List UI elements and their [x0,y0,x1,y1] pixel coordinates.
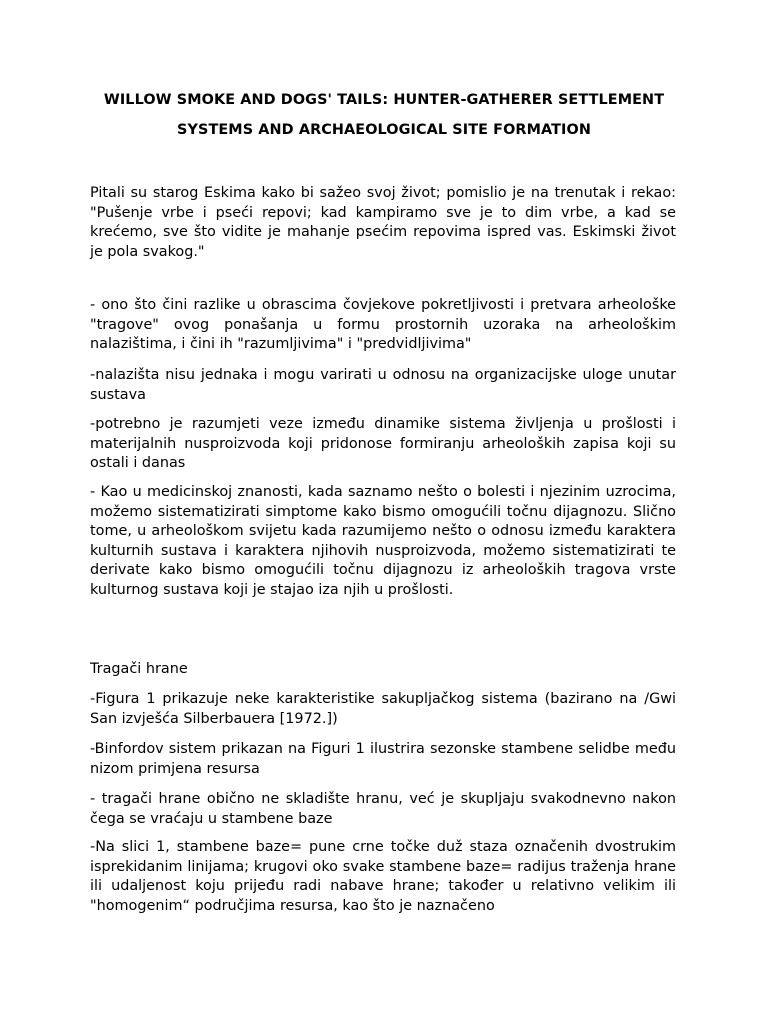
body-paragraph: - Kao u medicinskoj znanosti, kada saznamo nešto o bolesti i njezinim uzrocima, možemo sistematizirati simptome kako bismo omogućili točnu dijagnozu. Slično tome, u arheološkom svijetu kada razumijemo nešto o odnosu između karaktera kulturnih sustava i karaktera njihovih nusproizvoda, možemo sistematizirati te derivate kako bismo omogućili točnu dijagnozu iz arheoloških tragova vrste kulturnog sustava koji je stajao iza njih u prošlosti. [90,484,676,598]
body-paragraph: -nalazišta nisu jednaka i mogu varirati u odnosu na organizacijske uloge unutar sustava [90,367,676,403]
body-paragraph: - tragači hrane obično ne skladište hranu, već je skupljaju svakodnevno nakon čega se vraćaju u stambene baze [90,791,676,827]
intro-quote-paragraph: Pitali su starog Eskima kako bi sažeo svoj život; pomislio je na trenutak i rekao: "Pušenje vrbe i pseći repovi; kad kampiramo sve je to dim vrbe, a kad se krećemo, sve što vidite je mahanje psećim repovima ispred vas. Eskimski život je pola svakog." [90,185,676,260]
body-paragraph: -Figura 1 prikazuje neke karakteristike sakupljačkog sistema (bazirano na /Gwi San izvješća Silberbauera [1972.]) [90,691,676,727]
document-title-line-2: SYSTEMS AND ARCHAEOLOGICAL SITE FORMATION [177,122,591,138]
body-paragraph: -Binfordov sistem prikazan na Figuri 1 ilustrira sezonske stambene selidbe među nizom primjena resursa [90,741,676,777]
section-heading: Tragači hrane [90,661,188,677]
body-paragraph: - ono što čini razlike u obrascima čovjekove pokretljivosti i pretvara arheološke "tragove" ovog ponašanja u formu prostornih uzoraka na arheološkim nalazištima, i čini ih "razumljivima" i "predvidljivima" [90,297,676,352]
document-title-line-1: WILLOW SMOKE AND DOGS' TAILS: HUNTER-GATHERER SETTLEMENT [103,92,665,108]
body-paragraph: -potrebno je razumjeti veze između dinamike sistema življenja u prošlosti i materijalnih nusproizvoda koji pridonose formiranju arheoloških zapisa koji su ostali i danas [90,416,676,471]
body-paragraph: -Na slici 1, stambene baze= pune crne točke duž staza označenih dvostrukim isprekidanim linijama; krugovi oko svake stambene baze= radijus traženja hrane ili udaljenost koju prijeđu radi nabave hrane; također u relativno velikim ili "homogenim“ područjima resursa, kao što je naznačeno [90,839,676,914]
